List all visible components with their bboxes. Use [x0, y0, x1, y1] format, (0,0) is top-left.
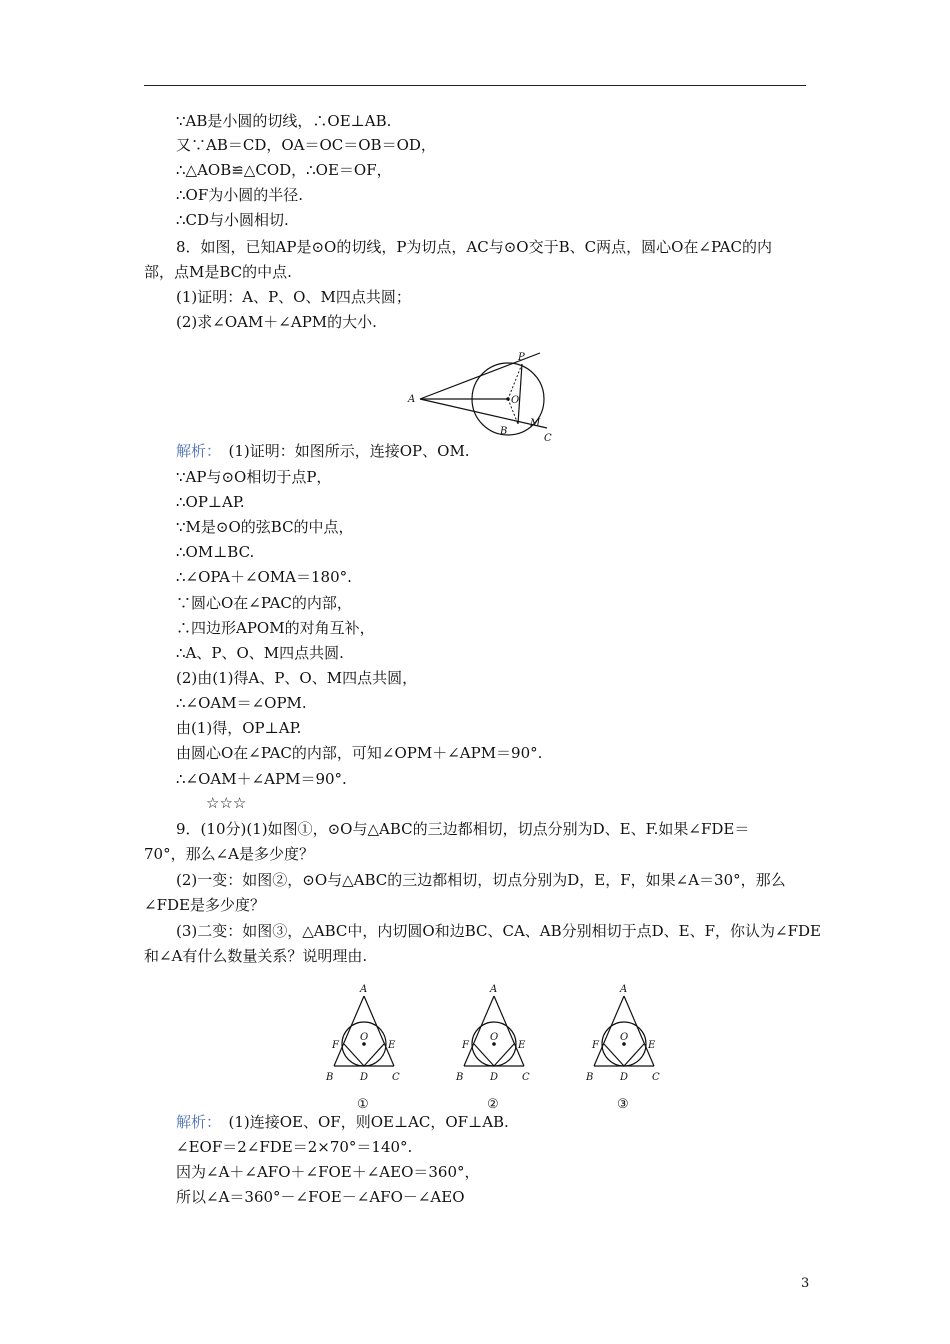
tri2-label-O: O — [490, 1032, 499, 1043]
text-line — [176, 1188, 465, 1206]
line-text: 由(1)得，OP⊥AP. — [176, 719, 302, 737]
line-text: ∴∠OAM＝∠OPM. — [176, 694, 307, 712]
line-text: ∴OP⊥AP. — [176, 493, 245, 511]
tri1-label-C: C — [392, 1072, 400, 1083]
text-line — [176, 136, 436, 154]
text-line — [176, 568, 352, 586]
tri1-caption: ① — [357, 1097, 369, 1112]
line-text: ∠EOF＝2∠FDE＝2×70°＝140°. — [176, 1138, 413, 1156]
analysis-label: 解析： — [176, 442, 214, 460]
label-P: P — [518, 352, 525, 363]
line-text: ∴∠OPA＋∠OMA＝180°. — [176, 568, 352, 586]
line-text: ∴∠OAM＋∠APM＝90°. — [176, 770, 347, 788]
line-text: ∵AB是小圆的切线，∴OE⊥AB. — [176, 112, 392, 130]
text-line — [144, 947, 367, 965]
line-text: 又∵AB＝CD，OA＝OC＝OB＝OD， — [176, 136, 436, 154]
tri1-label-B: B — [326, 1072, 334, 1083]
line-text: ∴△AOB≌△COD，∴OE＝OF， — [176, 161, 392, 179]
label-C: C — [544, 433, 552, 444]
text-line — [176, 820, 749, 838]
text-line — [176, 468, 331, 486]
tri3-label-A: A — [620, 984, 628, 995]
tri2-label-A: A — [490, 984, 498, 995]
line-text: 所以∠A＝360°－∠FOE－∠AFO－∠AEO — [176, 1188, 465, 1206]
header-rule — [144, 85, 806, 86]
text-line — [176, 112, 391, 130]
line-text: ∴OM⊥BC. — [176, 543, 255, 561]
text-line — [176, 619, 375, 637]
line-text: ∵圆心O在∠PAC的内部， — [176, 594, 352, 612]
text-line — [176, 669, 417, 687]
line-text: 和∠A有什么数量关系？说明理由. — [144, 947, 368, 965]
line-text: (1)证明：A、P、O、M四点共圆； — [176, 288, 411, 306]
text-line — [176, 543, 254, 561]
tri2-label-C: C — [522, 1072, 530, 1083]
line-text: (1)连接OE、OF，则OE⊥AC，OF⊥AB. — [213, 1113, 509, 1131]
tri1-label-F: F — [332, 1040, 339, 1051]
text-line — [176, 161, 392, 179]
tri2-label-F: F — [462, 1040, 469, 1051]
text-line — [176, 288, 411, 306]
tri3-caption: ③ — [617, 1097, 629, 1112]
line-text: (2)一变：如图②，⊙O与△ABC的三边都相切，切点分别为D，E，F，如果∠A＝30°，那么 — [176, 871, 786, 889]
tri2-caption: ② — [487, 1097, 499, 1112]
tri1-label-A: A — [360, 984, 368, 995]
text-line — [176, 770, 347, 788]
text-line — [176, 744, 542, 762]
tri3-label-C: C — [652, 1072, 660, 1083]
label-O: O — [511, 395, 520, 406]
line-text: 部，点M是BC的中点. — [144, 263, 292, 281]
line-text: ∵AP与⊙O相切于点P， — [176, 468, 332, 486]
text-line — [176, 493, 245, 511]
figure-triangle-3 — [582, 982, 668, 1114]
line-text: ☆☆☆ — [206, 794, 247, 812]
text-line — [176, 186, 303, 204]
text-line — [144, 263, 292, 281]
tri1-label-O: O — [360, 1032, 369, 1043]
tri3-label-E: E — [648, 1040, 656, 1051]
text-line — [144, 845, 314, 863]
text-line — [176, 594, 352, 612]
tri2-label-D: D — [490, 1072, 499, 1083]
line-text: (1)证明：如图所示，连接OP、OM. — [213, 442, 470, 460]
tri1-label-E: E — [388, 1040, 396, 1051]
text-line — [176, 694, 307, 712]
tri2-label-B: B — [456, 1072, 464, 1083]
text-line — [144, 896, 265, 914]
text-line — [176, 1138, 412, 1156]
text-line — [176, 1113, 509, 1131]
text-line — [176, 644, 344, 662]
text-line — [176, 871, 786, 889]
line-text: (3)二变：如图③，△ABC中，内切圆O和边BC、CA、AB分别相切于点D、E、F，你认为∠FDE — [176, 922, 821, 940]
line-text: ∴CD与小圆相切. — [176, 211, 289, 229]
tri2-label-E: E — [518, 1040, 526, 1051]
text-line — [176, 238, 772, 256]
text-line — [176, 211, 289, 229]
text-line — [176, 922, 821, 940]
line-text: ∵M是⊙O的弦BC的中点， — [176, 518, 354, 536]
line-text: ∠FDE是多少度？ — [144, 896, 265, 914]
text-line — [206, 794, 246, 812]
triangle-shape — [594, 996, 654, 1066]
tri1-label-D: D — [360, 1072, 369, 1083]
page-number: 3 — [801, 1276, 810, 1291]
figure-tangent-circle — [400, 348, 560, 448]
label-B: B — [500, 426, 508, 437]
line-text: 因为∠A＋∠AFO＋∠FOE＋∠AEO＝360°， — [176, 1163, 480, 1181]
label-A: A — [408, 394, 416, 405]
line-text: (2)求∠OAM＋∠APM的大小. — [176, 313, 377, 331]
analysis-label: 解析： — [176, 1113, 214, 1131]
line-text: 9．(10分)(1)如图①，⊙O与△ABC的三边都相切，切点分别为D、E、F.如果∠FDE＝ — [176, 820, 750, 838]
tri3-label-F: F — [592, 1040, 599, 1051]
figure-triangle-1 — [322, 982, 408, 1114]
tri3-label-O: O — [620, 1032, 629, 1043]
text-line — [176, 719, 301, 737]
text-line — [176, 313, 377, 331]
triangle-shape — [334, 996, 394, 1066]
line-text: 8．如图，已知AP是⊙O的切线，P为切点，AC与⊙O交于B、C两点，圆心O在∠PAC的内 — [176, 238, 772, 256]
line-text: ∴OF为小圆的半径. — [176, 186, 304, 204]
tri3-label-D: D — [620, 1072, 629, 1083]
text-line — [176, 1163, 480, 1181]
label-M: M — [530, 418, 541, 429]
line-text: (2)由(1)得A、P、O、M四点共圆， — [176, 669, 418, 687]
line-text: ∴四边形APOM的对角互补， — [176, 619, 375, 637]
line-text: 70°，那么∠A是多少度？ — [144, 845, 314, 863]
line-text: 由圆心O在∠PAC的内部，可知∠OPM＋∠APM＝90°. — [176, 744, 543, 762]
tri3-label-B: B — [586, 1072, 594, 1083]
line-text: ∴A、P、O、M四点共圆. — [176, 644, 344, 662]
triangle-shape — [464, 996, 524, 1066]
text-line — [176, 518, 354, 536]
figure-triangle-2 — [452, 982, 538, 1114]
